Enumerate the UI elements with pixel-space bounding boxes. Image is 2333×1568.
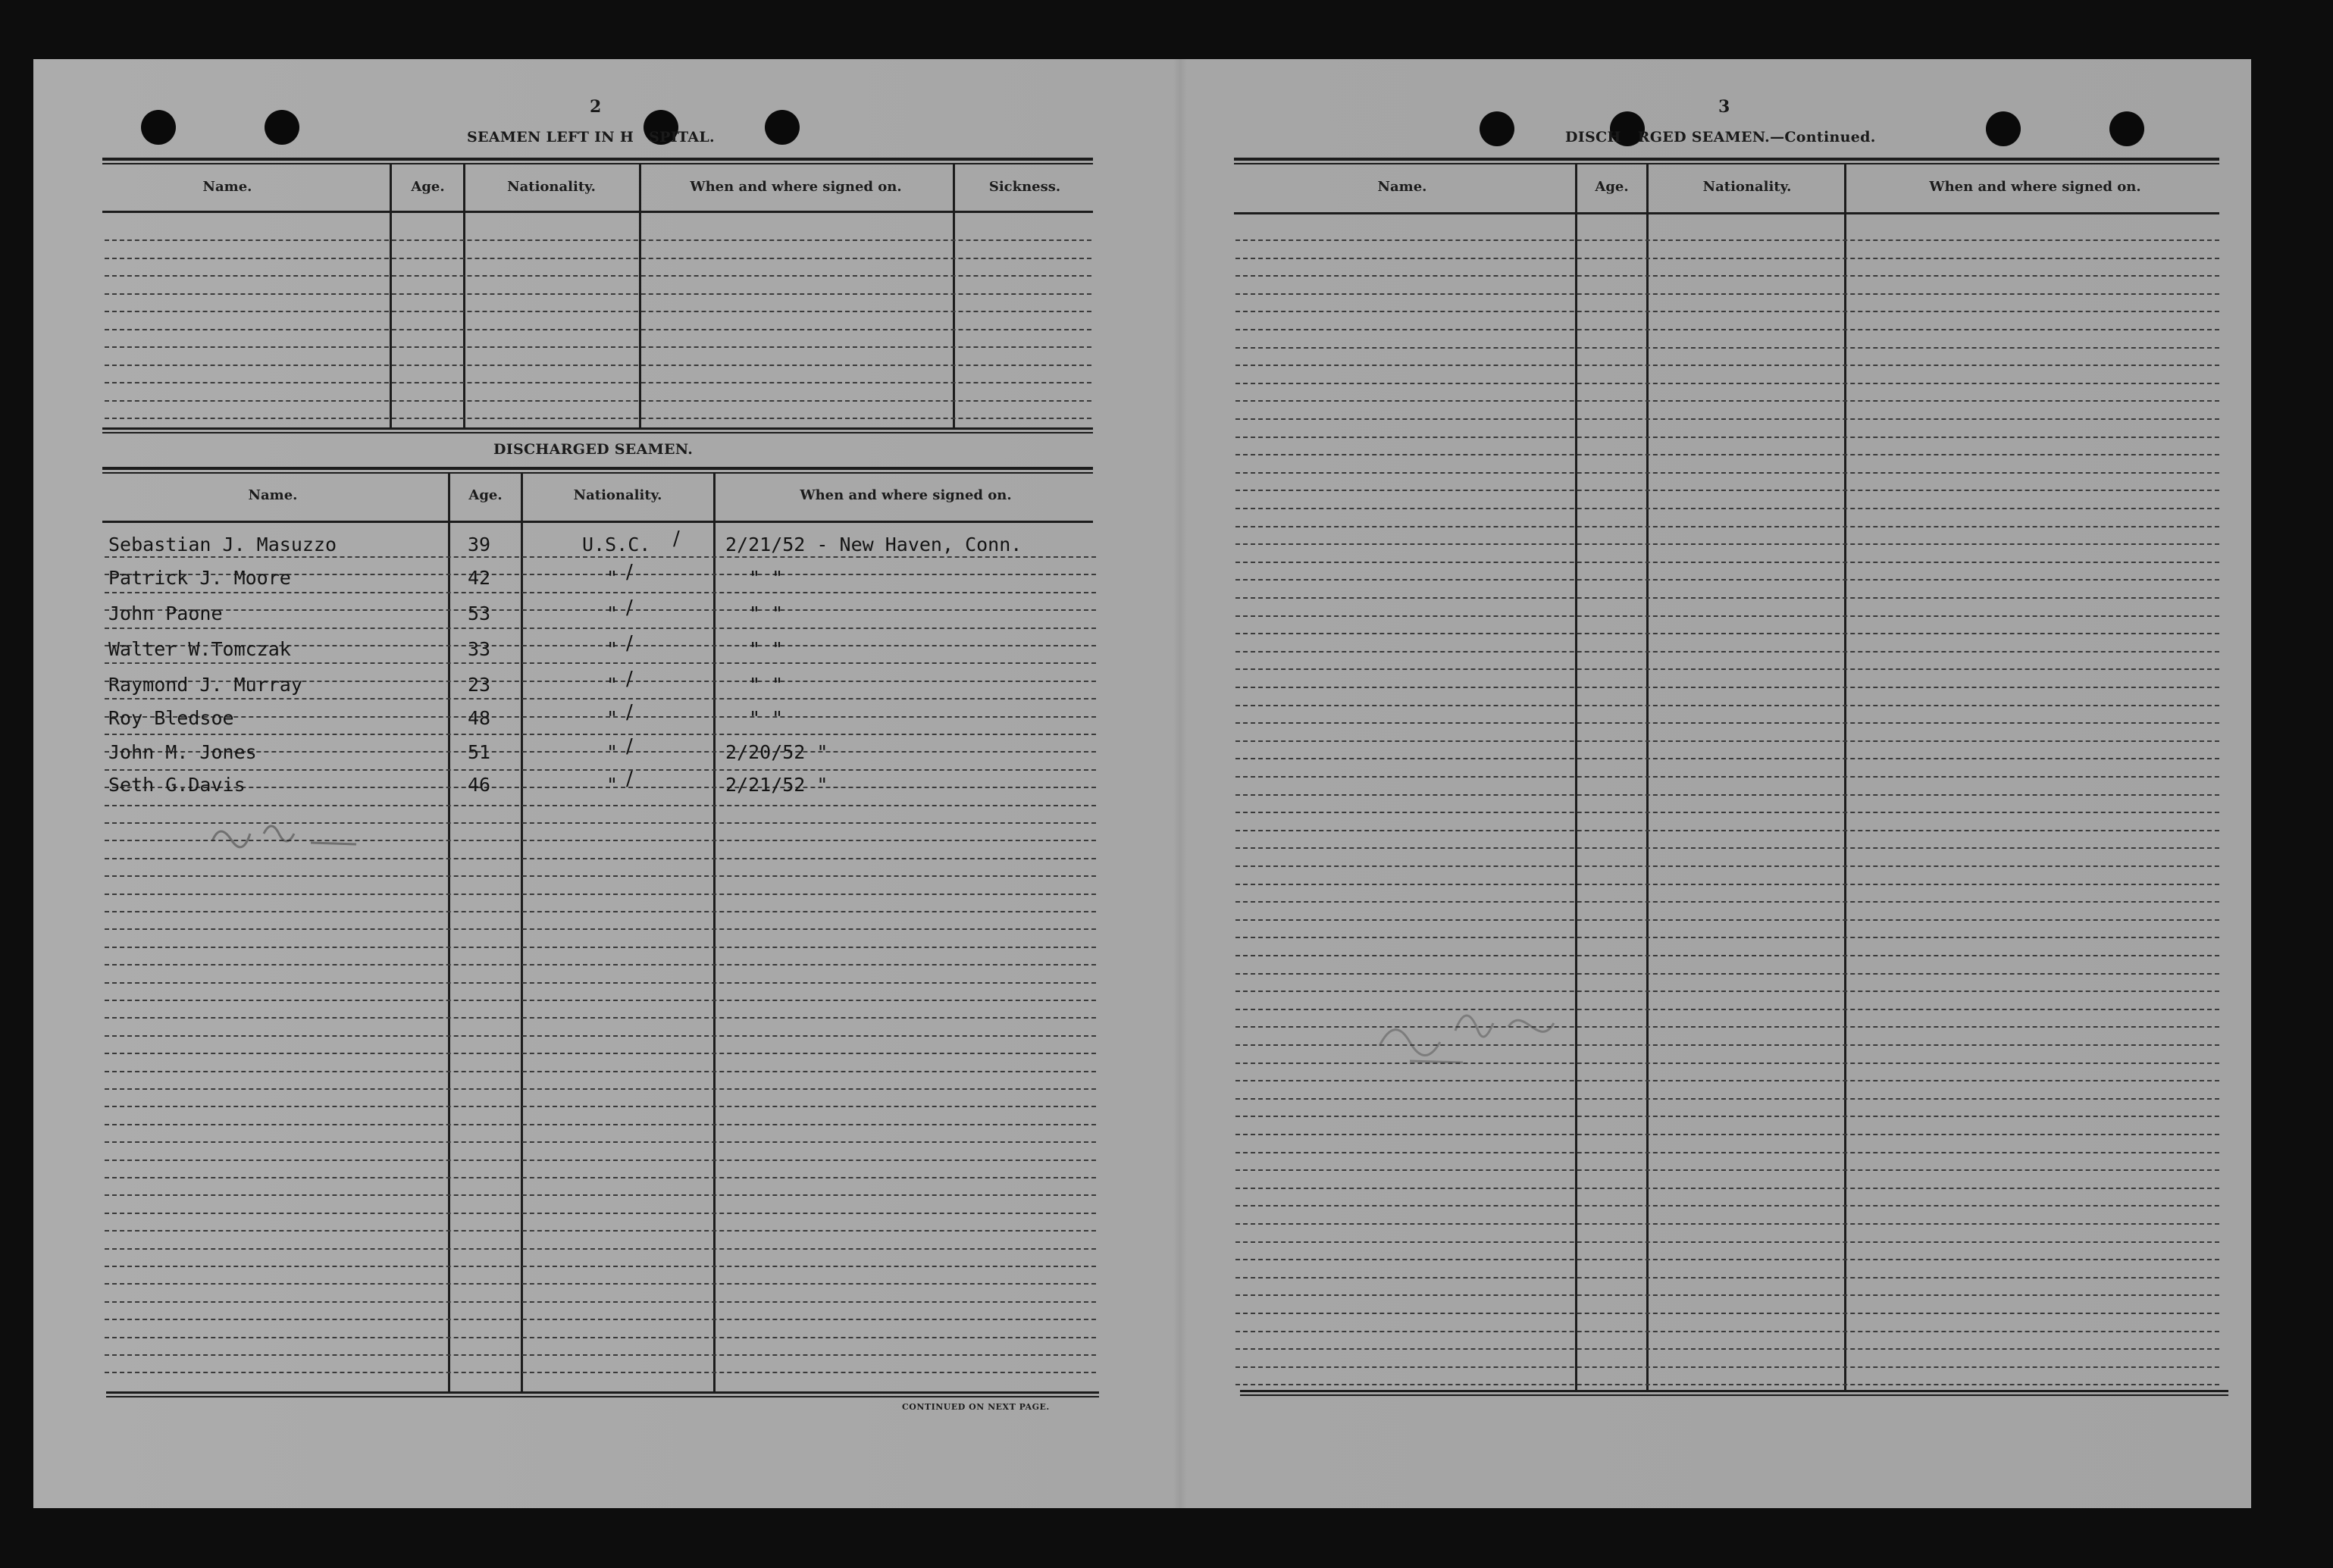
seaman-nationality: " — [606, 567, 618, 589]
right-col-age: Age. — [1595, 179, 1629, 195]
right-col-name: Name. — [1377, 179, 1427, 195]
ruled-line — [1235, 347, 2219, 349]
ruled-line — [105, 418, 1091, 419]
seaman-age: 39 — [468, 534, 491, 556]
ruled-line — [1235, 258, 2219, 259]
seaman-signed-on: 2/21/52 " — [725, 774, 828, 796]
ruled-line — [1235, 329, 2219, 330]
check-mark-icon: ∕ — [673, 527, 680, 550]
ruled-line — [1235, 794, 2219, 796]
ruled-line — [105, 805, 1096, 806]
ruled-line — [1235, 1241, 2219, 1243]
right-top-rule — [1234, 158, 2219, 161]
right-section-title — [1565, 129, 1876, 146]
ruled-line — [1235, 1259, 2219, 1260]
check-mark-icon: ∕ — [626, 632, 633, 655]
ruled-line — [1235, 955, 2219, 956]
hospital-section-title — [467, 129, 715, 146]
ruled-line — [105, 662, 1096, 664]
seaman-signed-on: 2/21/52 - New Haven, Conn. — [725, 534, 1022, 556]
hospital-top-rule-2 — [102, 163, 1093, 164]
ruled-line — [1235, 1348, 2219, 1350]
ruled-line — [1235, 418, 2219, 420]
ruled-line — [105, 1141, 1096, 1143]
right-col-signed-on: When and where signed on. — [1929, 179, 2141, 195]
ruled-line — [105, 1017, 1096, 1019]
ruled-line — [105, 239, 1091, 241]
hospital-bottom-rule-2 — [102, 432, 1093, 433]
ruled-line — [105, 1266, 1096, 1267]
ruled-line — [105, 875, 1096, 877]
ruled-line — [105, 346, 1091, 348]
check-mark-icon: ∕ — [626, 596, 633, 619]
ruled-line — [105, 964, 1096, 966]
ruled-line — [105, 716, 1096, 718]
ruled-line — [105, 1106, 1096, 1107]
ruled-line — [105, 293, 1091, 295]
right-col-nationality: Nationality. — [1702, 179, 1792, 195]
ruled-line — [1235, 901, 2219, 903]
ruled-line — [1235, 1223, 2219, 1225]
ruled-line — [1235, 1366, 2219, 1368]
ruled-line — [1235, 937, 2219, 938]
discharged-top-rule — [102, 467, 1093, 470]
ruled-line — [1235, 1331, 2219, 1332]
ruled-line — [105, 1319, 1096, 1320]
seaman-age: 53 — [468, 602, 491, 624]
hospital-col-divider — [953, 163, 955, 430]
hospital-top-rule — [102, 158, 1093, 161]
right-header-rule — [1234, 212, 2219, 214]
seaman-name: Seth G.Davis — [108, 774, 246, 796]
ruled-line — [105, 769, 1096, 771]
seaman-name: Roy Bledsoe — [108, 707, 234, 729]
ruled-line — [105, 1354, 1096, 1356]
hospital-col-age: Age. — [411, 179, 445, 195]
ruled-line — [1235, 454, 2219, 455]
seaman-name: Walter W.Tomczak — [108, 638, 291, 660]
ruled-line — [1235, 776, 2219, 778]
ruled-line — [105, 1160, 1096, 1161]
seaman-nationality: " — [606, 741, 618, 763]
hospital-col-divider — [390, 163, 392, 430]
ruled-line — [1235, 1188, 2219, 1189]
punch-hole — [265, 110, 299, 145]
ruled-line — [1235, 668, 2219, 670]
ruled-line — [1235, 543, 2219, 545]
ruled-line — [1235, 740, 2219, 742]
page-number-right: 3 — [1718, 97, 1730, 117]
discharged-col-signed-on: When and where signed on. — [800, 487, 1012, 503]
page-fold — [1173, 59, 1187, 1508]
check-mark-icon: ∕ — [626, 768, 633, 790]
ruled-line — [1235, 1277, 2219, 1278]
seaman-signed-on: " " — [749, 638, 784, 660]
ruled-line — [1235, 687, 2219, 688]
bleed-through-text — [99, 176, 121, 214]
right-bottom-rule-2 — [1240, 1394, 2228, 1396]
right-top-rule-2 — [1234, 163, 2219, 164]
ruled-line — [1235, 1116, 2219, 1117]
ruled-line — [1235, 293, 2219, 295]
ruled-line — [105, 1000, 1096, 1001]
seaman-nationality: U.S.C. — [582, 534, 651, 556]
ruled-line — [105, 275, 1091, 277]
ruled-line — [105, 1213, 1096, 1214]
page-number-left: 2 — [590, 97, 602, 117]
ruled-line — [105, 628, 1096, 629]
ruled-line — [1235, 275, 2219, 277]
ruled-line — [105, 1372, 1096, 1373]
ruled-line — [1235, 651, 2219, 653]
seaman-age: 23 — [468, 674, 491, 696]
ruled-line — [1235, 847, 2219, 849]
ruled-line — [105, 1088, 1096, 1090]
seaman-nationality: " — [606, 638, 618, 660]
hospital-col-signed-on: When and where signed on. — [690, 179, 902, 195]
ruled-line — [105, 365, 1091, 366]
ruled-line — [1235, 758, 2219, 759]
ruled-line — [1235, 562, 2219, 563]
punch-hole — [1480, 111, 1514, 146]
seaman-name: John Paone — [108, 602, 223, 624]
seaman-nationality: " — [606, 774, 618, 796]
check-mark-icon: ∕ — [626, 561, 633, 584]
faint-signature-mark — [1364, 985, 1637, 1069]
seaman-name: Sebastian J. Masuzzo — [108, 534, 337, 556]
right-bottom-rule — [1240, 1390, 2228, 1392]
ruled-line — [1235, 812, 2219, 813]
ruled-line — [1235, 239, 2219, 241]
hospital-bottom-rule — [102, 427, 1093, 430]
ruled-line — [1235, 365, 2219, 366]
seaman-signed-on: " " — [749, 707, 784, 729]
check-mark-icon: ∕ — [626, 701, 633, 724]
ruled-line — [105, 1071, 1096, 1072]
hospital-col-divider — [639, 163, 641, 430]
discharged-col-name: Name. — [248, 487, 298, 503]
seaman-signed-on: " " — [749, 674, 784, 696]
ruled-line — [1235, 1152, 2219, 1153]
ruled-line — [1235, 472, 2219, 474]
ruled-line — [1235, 973, 2219, 975]
punch-hole — [1986, 111, 2021, 146]
ruled-line — [1235, 705, 2219, 706]
hospital-title-part2: SPITAL. — [649, 129, 715, 146]
ruled-line — [105, 1035, 1096, 1037]
seaman-age: 42 — [468, 567, 491, 589]
ruled-line — [1235, 1080, 2219, 1081]
ruled-line — [1235, 1098, 2219, 1100]
ruled-line — [1235, 597, 2219, 599]
punch-hole — [765, 110, 800, 145]
right-title-part2: RGED SEAMEN.—Continued. — [1637, 129, 1876, 146]
seaman-nationality: " — [606, 674, 618, 696]
seaman-nationality: " — [606, 707, 618, 729]
seaman-age: 33 — [468, 638, 491, 660]
ruled-line — [1235, 400, 2219, 402]
seaman-age: 48 — [468, 707, 491, 729]
check-mark-icon: ∕ — [626, 735, 633, 758]
ruled-line — [105, 698, 1096, 699]
seaman-age: 51 — [468, 741, 491, 763]
seaman-nationality: " — [606, 602, 618, 624]
seaman-signed-on: " " — [749, 602, 784, 624]
ruled-line — [105, 894, 1096, 895]
ruled-line — [105, 382, 1091, 383]
ruled-line — [105, 1053, 1096, 1054]
hospital-header-rule — [102, 211, 1093, 213]
seaman-name: Raymond J. Murray — [108, 674, 302, 696]
ruled-line — [105, 329, 1091, 330]
seaman-signed-on: 2/20/52 " — [725, 741, 828, 763]
ruled-line — [105, 609, 1096, 611]
ruled-line — [1235, 884, 2219, 885]
discharged-bottom-rule-2 — [106, 1396, 1099, 1397]
discharged-bottom-rule — [106, 1391, 1099, 1394]
ruled-line — [105, 1177, 1096, 1178]
ruled-line — [1235, 1134, 2219, 1135]
ruled-line — [1235, 1205, 2219, 1207]
continued-note: CONTINUED ON NEXT PAGE. — [902, 1402, 1050, 1412]
ruled-line — [1235, 1384, 2219, 1385]
ruled-line — [1235, 1169, 2219, 1171]
ruled-line — [1235, 311, 2219, 312]
seaman-age: 46 — [468, 774, 491, 796]
right-title-part1: DISCH — [1565, 129, 1621, 146]
ruled-line — [105, 311, 1091, 312]
check-mark-icon: ∕ — [626, 668, 633, 690]
discharged-col-age: Age. — [468, 487, 503, 503]
hospital-col-nationality: Nationality. — [507, 179, 596, 195]
ruled-line — [105, 1248, 1096, 1250]
ruled-line — [1235, 830, 2219, 831]
seaman-name: Patrick J. Moore — [108, 567, 291, 589]
ruled-line — [105, 1283, 1096, 1285]
ruled-line — [105, 947, 1096, 948]
ruled-line — [1235, 508, 2219, 509]
ruled-line — [105, 592, 1096, 593]
ruled-line — [105, 1124, 1096, 1125]
ruled-line — [105, 1194, 1096, 1196]
seaman-signed-on: " " — [749, 567, 784, 589]
ruled-line — [1235, 722, 2219, 724]
discharged-section-title: DISCHARGED SEAMEN. — [493, 441, 694, 458]
ruled-line — [1235, 1294, 2219, 1296]
discharged-top-rule-2 — [102, 472, 1093, 474]
ruled-line — [1235, 865, 2219, 867]
ruled-line — [105, 734, 1096, 735]
ruled-line — [1235, 490, 2219, 491]
ruled-line — [105, 1230, 1096, 1232]
ruled-line — [1235, 615, 2219, 617]
ruled-line — [105, 787, 1096, 788]
discharged-col-nationality: Nationality. — [573, 487, 662, 503]
punch-hole — [2109, 111, 2144, 146]
ruled-line — [1235, 579, 2219, 581]
ruled-line — [105, 556, 1096, 558]
ruled-line — [1235, 526, 2219, 527]
ruled-line — [1235, 919, 2219, 921]
discharged-header-rule — [102, 521, 1093, 523]
ruled-line — [105, 928, 1096, 930]
punch-hole — [141, 110, 176, 145]
hospital-col-sickness: Sickness. — [988, 179, 1061, 195]
ruled-line — [1235, 1313, 2219, 1314]
ruled-line — [105, 911, 1096, 912]
ruled-line — [1235, 633, 2219, 634]
ruled-line — [105, 1301, 1096, 1303]
ruled-line — [105, 1337, 1096, 1338]
ruled-line — [105, 400, 1091, 402]
hospital-col-divider — [463, 163, 465, 430]
ruled-line — [1235, 383, 2219, 384]
ruled-line — [105, 982, 1096, 984]
hospital-title-part1: SEAMEN LEFT IN H — [467, 129, 634, 146]
ruled-line — [105, 258, 1091, 259]
handwritten-mark — [205, 811, 387, 856]
ruled-line — [1235, 437, 2219, 438]
ruled-line — [105, 858, 1096, 859]
hospital-col-name: Name. — [202, 179, 252, 195]
seaman-name: John M. Jones — [108, 741, 257, 763]
